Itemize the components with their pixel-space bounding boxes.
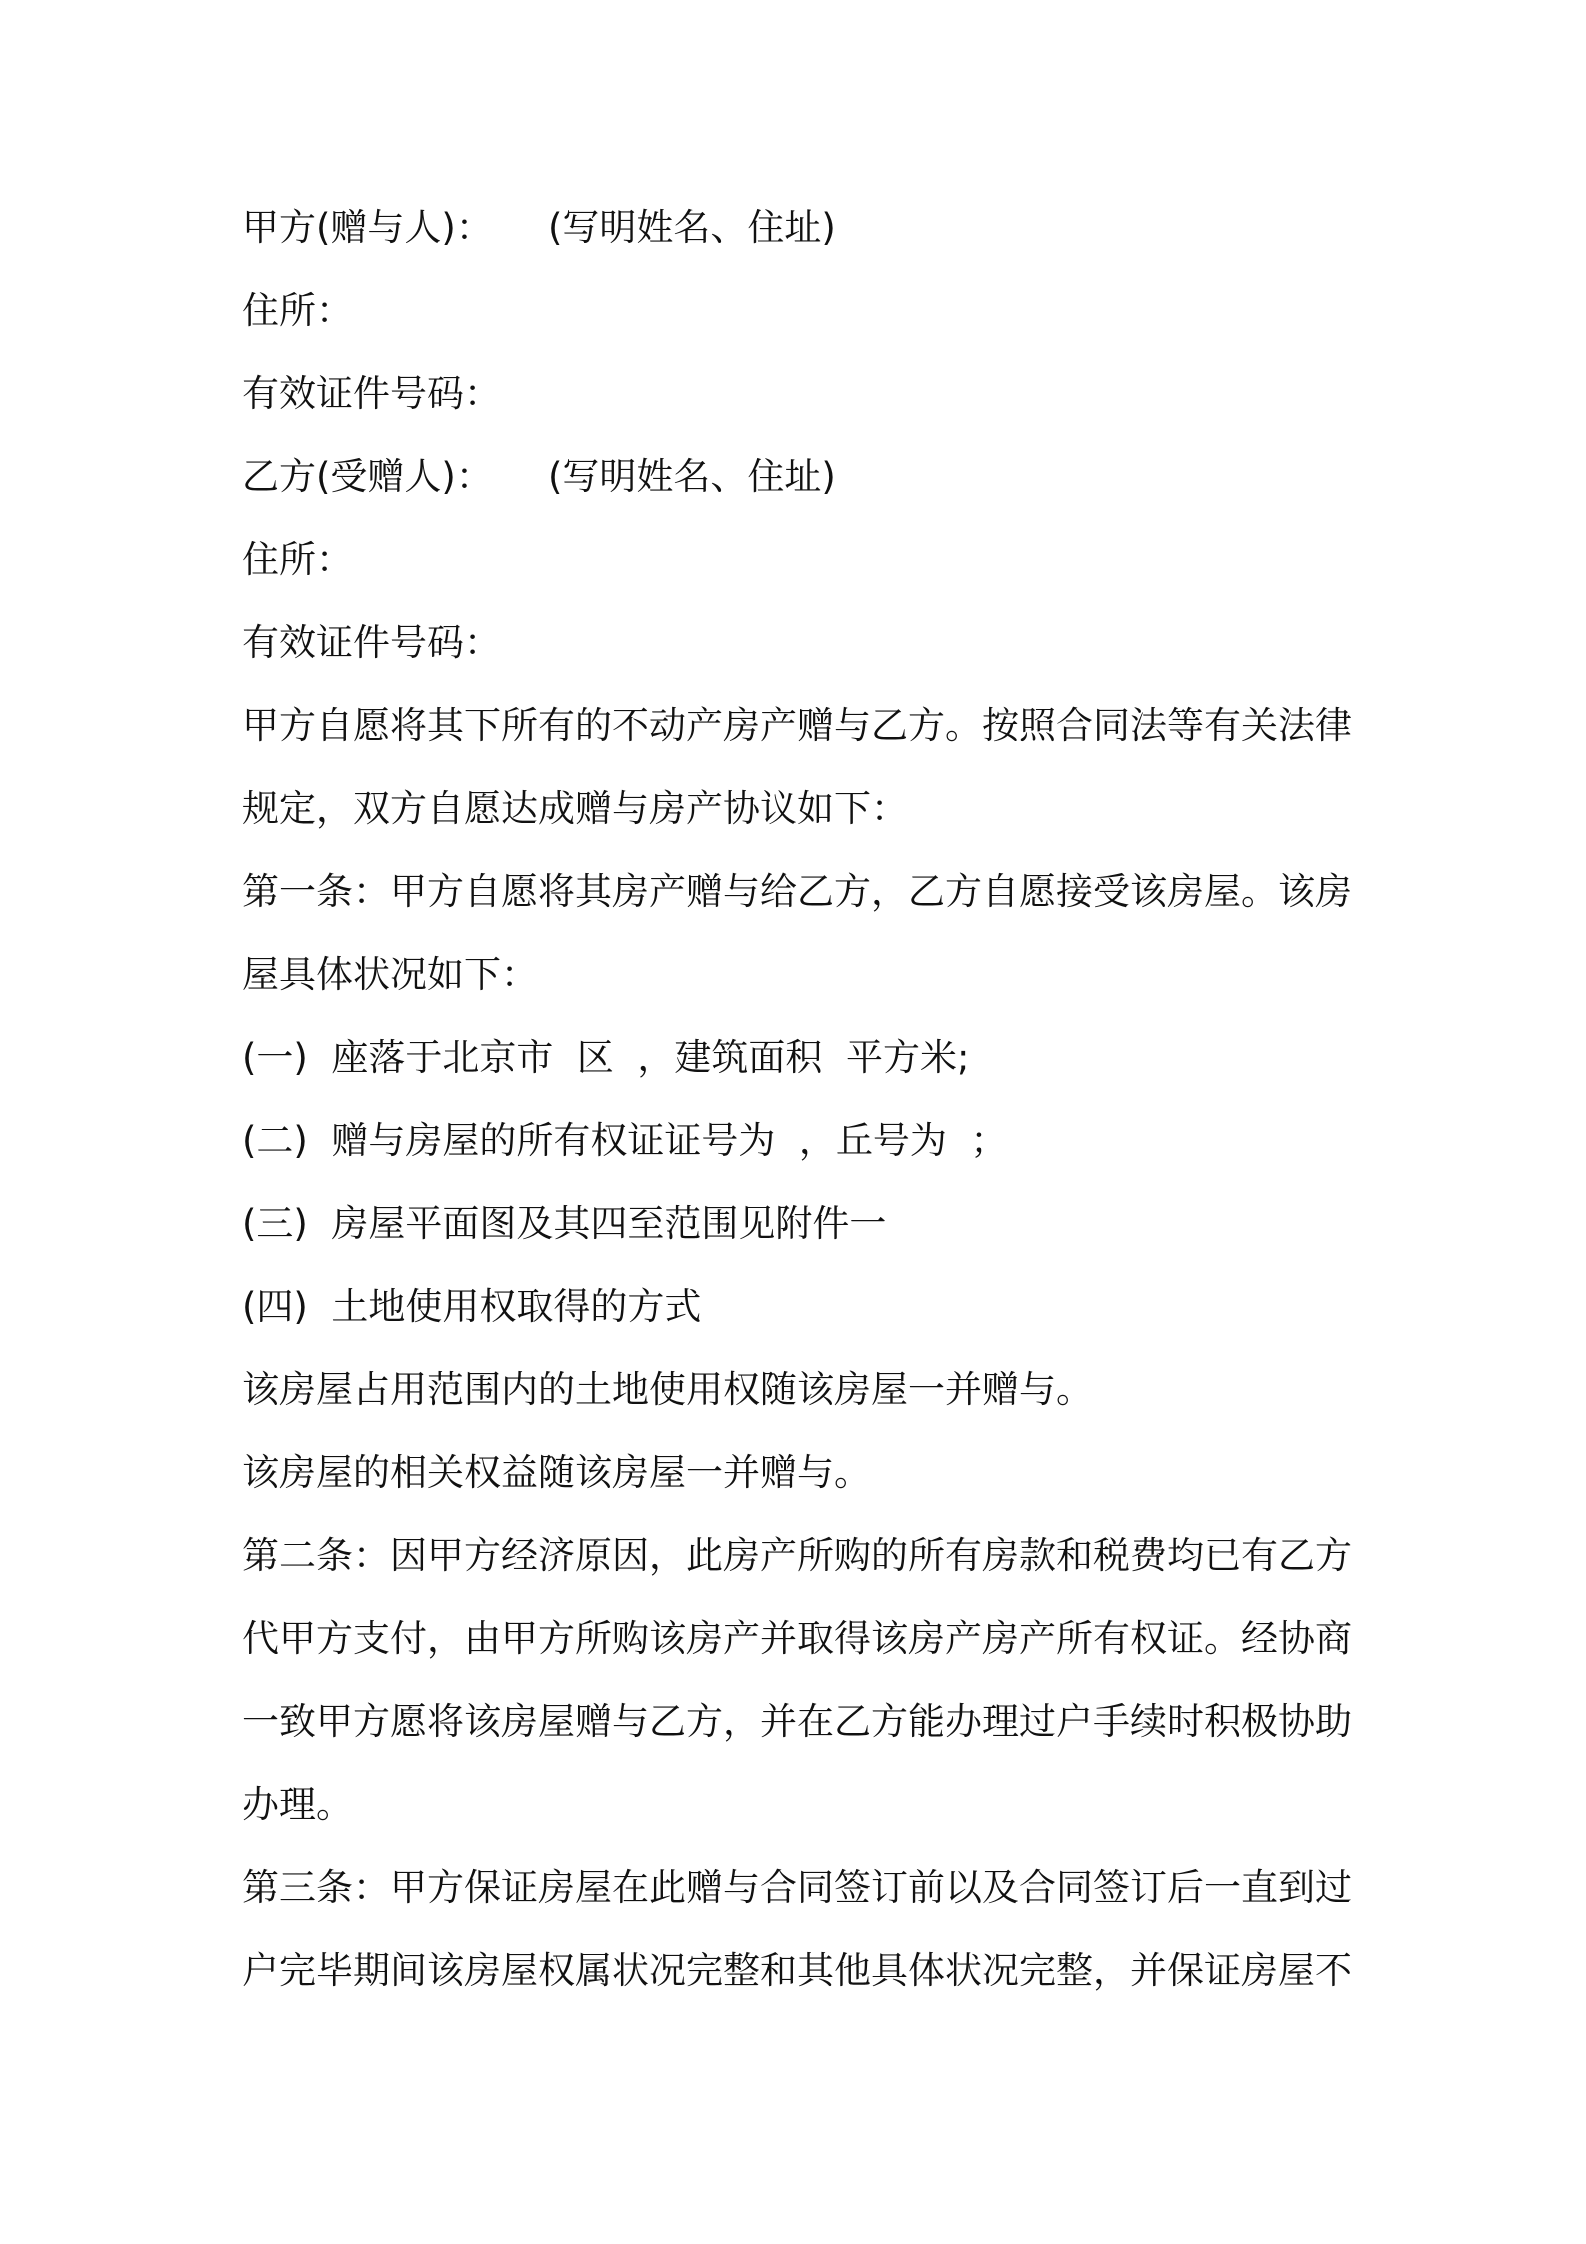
article2-line-4: 办理。 [242, 1783, 353, 1826]
party-a-label: 甲方(赠与人)： [242, 206, 493, 249]
item-2: (二) 赠与房屋的所有权证证号为 ，丘号为 ； [242, 1119, 1008, 1162]
party-b-line [242, 452, 1362, 502]
party-b-id-number: 有效证件号码： [242, 621, 501, 664]
article2-line-2: 代甲方支付，由甲方所购该房产并取得该房产房产所有权证。经协商 [242, 1617, 1352, 1660]
item-3: (三) 房屋平面图及其四至范围见附件一 [242, 1202, 887, 1245]
intro-line-2: 规定，双方自愿达成赠与房产协议如下： [242, 787, 908, 830]
statement-land-use: 该房屋占用范围内的土地使用权随该房屋一并赠与。 [242, 1368, 1093, 1411]
article1-line-1: 第一条：甲方自愿将其房产赠与给乙方，乙方自愿接受该房屋。该房 [242, 870, 1352, 913]
article3-line-1: 第三条：甲方保证房屋在此赠与合同签订前以及合同签订后一直到过 [242, 1866, 1352, 1909]
party-a-residence: 住所： [242, 289, 353, 332]
article2-line-3: 一致甲方愿将该房屋赠与乙方，并在乙方能办理过户手续时积极协助 [242, 1700, 1352, 1743]
intro-line-1: 甲方自愿将其下所有的不动产房产赠与乙方。按照合同法等有关法律 [242, 704, 1352, 747]
party-b-note: (写明姓名、住址) [548, 455, 836, 498]
party-a-id-number: 有效证件号码： [242, 372, 501, 415]
item-4: (四) 土地使用权取得的方式 [242, 1285, 702, 1328]
article3-line-2: 户完毕期间该房屋权属状况完整和其他具体状况完整，并保证房屋不 [242, 1949, 1352, 1992]
party-b-residence: 住所： [242, 538, 353, 581]
party-b-label: 乙方(受赠人)： [242, 455, 493, 498]
statement-rights: 该房屋的相关权益随该房屋一并赠与。 [242, 1451, 871, 1494]
item-1: (一) 座落于北京市 区 ，建筑面积 平方米; [242, 1036, 970, 1079]
party-a-note: (写明姓名、住址) [548, 206, 836, 249]
article2-line-1: 第二条：因甲方经济原因，此房产所购的所有房款和税费均已有乙方 [242, 1534, 1352, 1577]
party-a-line [242, 203, 1362, 253]
article1-line-2: 屋具体状况如下： [242, 953, 538, 996]
